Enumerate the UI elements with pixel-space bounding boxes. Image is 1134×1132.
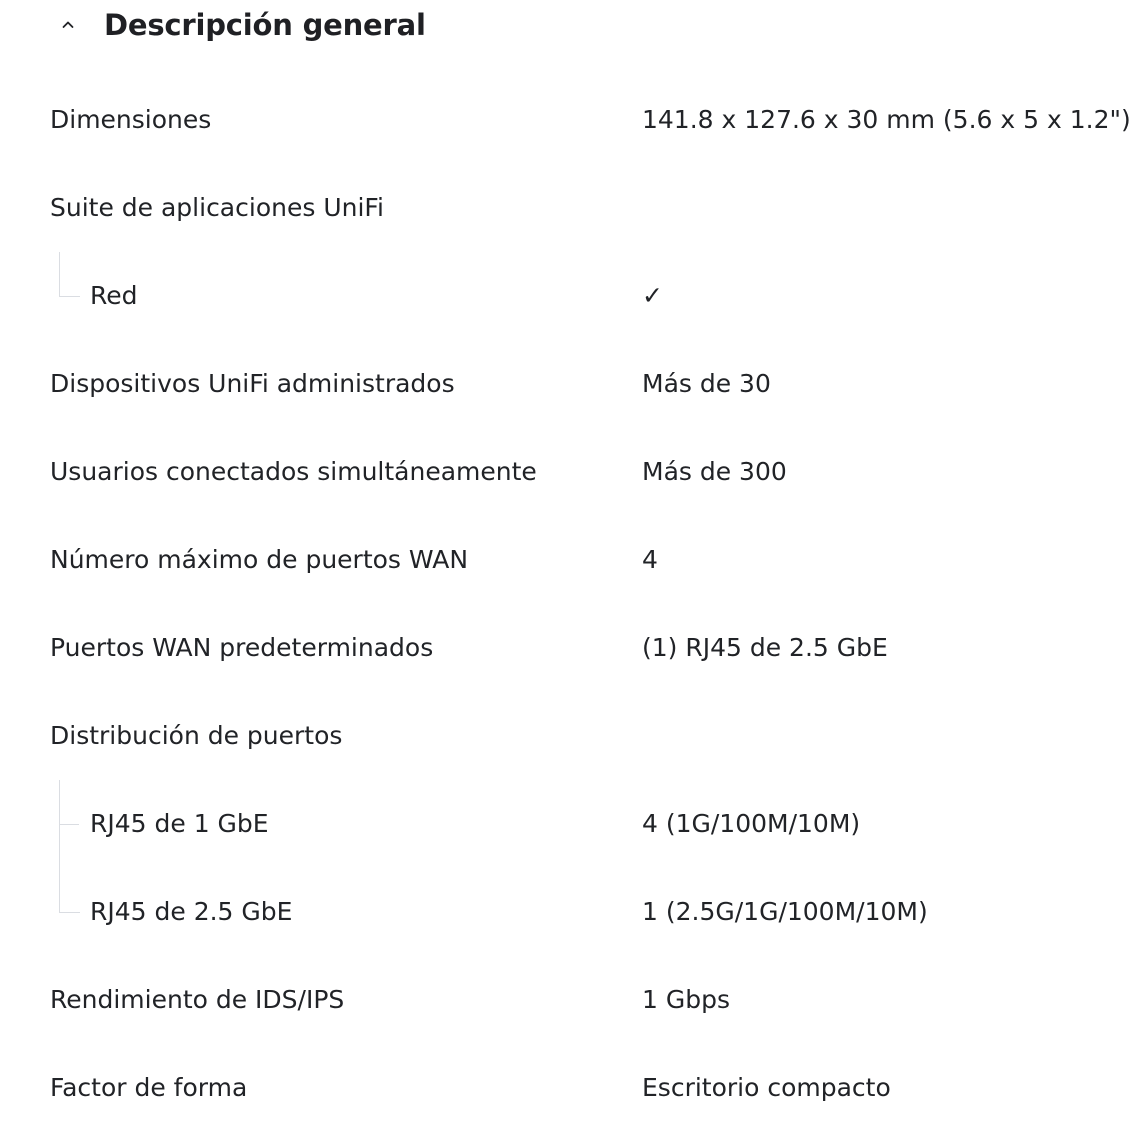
spec-value: Más de 30 <box>642 369 771 398</box>
section-title: Descripción general <box>104 8 426 42</box>
spec-label: Distribución de puertos <box>50 721 343 750</box>
spec-label: Suite de aplicaciones UniFi <box>50 193 384 222</box>
spec-row-form-factor <box>0 1044 1134 1132</box>
spec-value: 4 <box>642 545 658 574</box>
spec-value: 1 Gbps <box>642 985 730 1014</box>
spec-value: Más de 300 <box>642 457 787 486</box>
chevron-up-icon[interactable] <box>56 13 80 37</box>
spec-value: 1 (2.5G/1G/100M/10M) <box>642 897 928 926</box>
spec-list <box>0 76 1134 1132</box>
spec-label: Factor de forma <box>50 1073 248 1102</box>
spec-value: (1) RJ45 de 2.5 GbE <box>642 633 888 662</box>
spec-row-network <box>0 252 1134 340</box>
spec-label: RJ45 de 1 GbE <box>90 809 269 838</box>
tree-connector <box>59 252 80 297</box>
spec-row-port-distribution <box>0 692 1134 780</box>
spec-row-managed-devices <box>0 340 1134 428</box>
spec-value: Escritorio compacto <box>642 1073 891 1102</box>
spec-row-dimensions <box>0 76 1134 164</box>
spec-row-unifi-app-suite <box>0 164 1134 252</box>
spec-label: Número máximo de puertos WAN <box>50 545 469 574</box>
spec-row-max-wan-ports <box>0 516 1134 604</box>
spec-label: Usuarios conectados simultáneamente <box>50 457 537 486</box>
spec-label: Rendimiento de IDS/IPS <box>50 985 345 1014</box>
spec-row-concurrent-users <box>0 428 1134 516</box>
checkmark-icon: ✓ <box>642 281 663 310</box>
spec-row-rj45-2-5gbe <box>0 868 1134 956</box>
spec-label: Red <box>90 281 138 310</box>
tree-connector-tick <box>60 824 79 825</box>
spec-row-default-wan-ports <box>0 604 1134 692</box>
spec-label: Dimensiones <box>50 105 212 134</box>
spec-label: RJ45 de 2.5 GbE <box>90 897 293 926</box>
spec-label: Dispositivos UniFi administrados <box>50 369 455 398</box>
spec-value: 141.8 x 127.6 x 30 mm (5.6 x 5 x 1.2") <box>642 105 1131 134</box>
spec-row-rj45-1gbe <box>0 780 1134 868</box>
spec-row-ids-ips-throughput <box>0 956 1134 1044</box>
spec-value: 4 (1G/100M/10M) <box>642 809 861 838</box>
tree-connector <box>59 868 80 913</box>
spec-label: Puertos WAN predeterminados <box>50 633 434 662</box>
section-header-overview[interactable] <box>56 0 426 50</box>
